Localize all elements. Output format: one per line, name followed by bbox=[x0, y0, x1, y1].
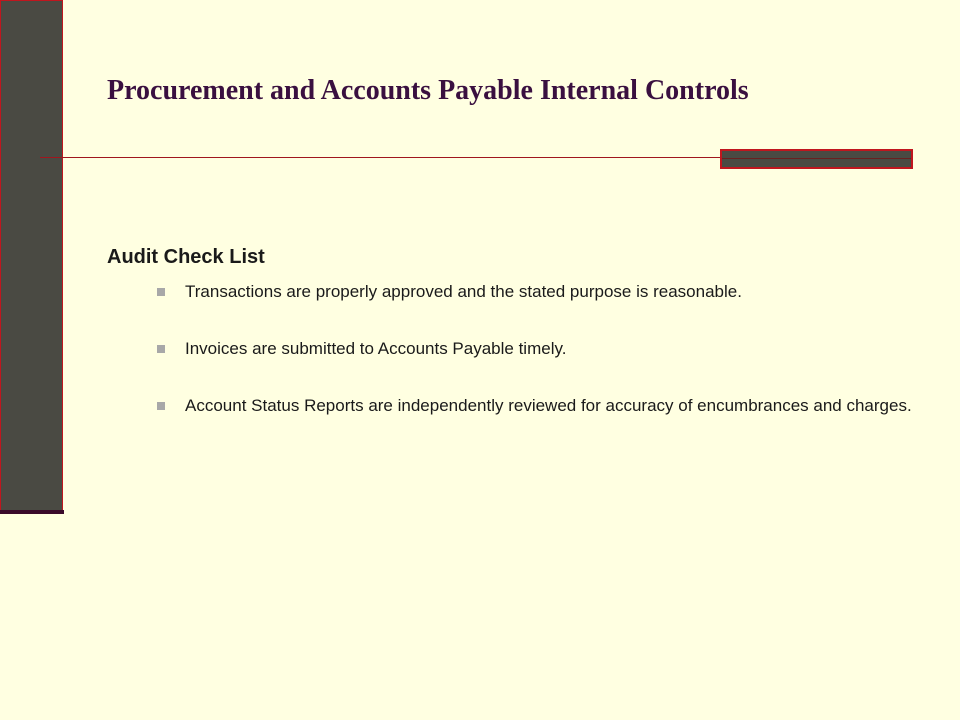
bullet-list bbox=[157, 280, 917, 451]
slide-title: Procurement and Accounts Payable Internal Controls bbox=[107, 75, 749, 106]
square-bullet-icon bbox=[157, 288, 165, 296]
bullet-text: Transactions are properly approved and the stated purpose is reasonable. bbox=[185, 282, 742, 301]
bullet-text: Account Status Reports are independently reviewed for accuracy of encumbrances and charges. bbox=[185, 396, 912, 415]
bullet-item bbox=[157, 337, 917, 360]
square-bullet-icon bbox=[157, 402, 165, 410]
side-accent-bar-shadow bbox=[0, 510, 64, 514]
section-heading: Audit Check List bbox=[107, 246, 265, 268]
square-bullet-icon bbox=[157, 345, 165, 353]
title-divider-block bbox=[720, 149, 913, 169]
bullet-text: Invoices are submitted to Accounts Payable timely. bbox=[185, 339, 567, 358]
bullet-item bbox=[157, 280, 917, 303]
title-divider-block-stripe bbox=[722, 158, 911, 159]
title-divider-line bbox=[40, 157, 722, 158]
bullet-item bbox=[157, 394, 917, 417]
side-accent-bar bbox=[0, 0, 63, 512]
